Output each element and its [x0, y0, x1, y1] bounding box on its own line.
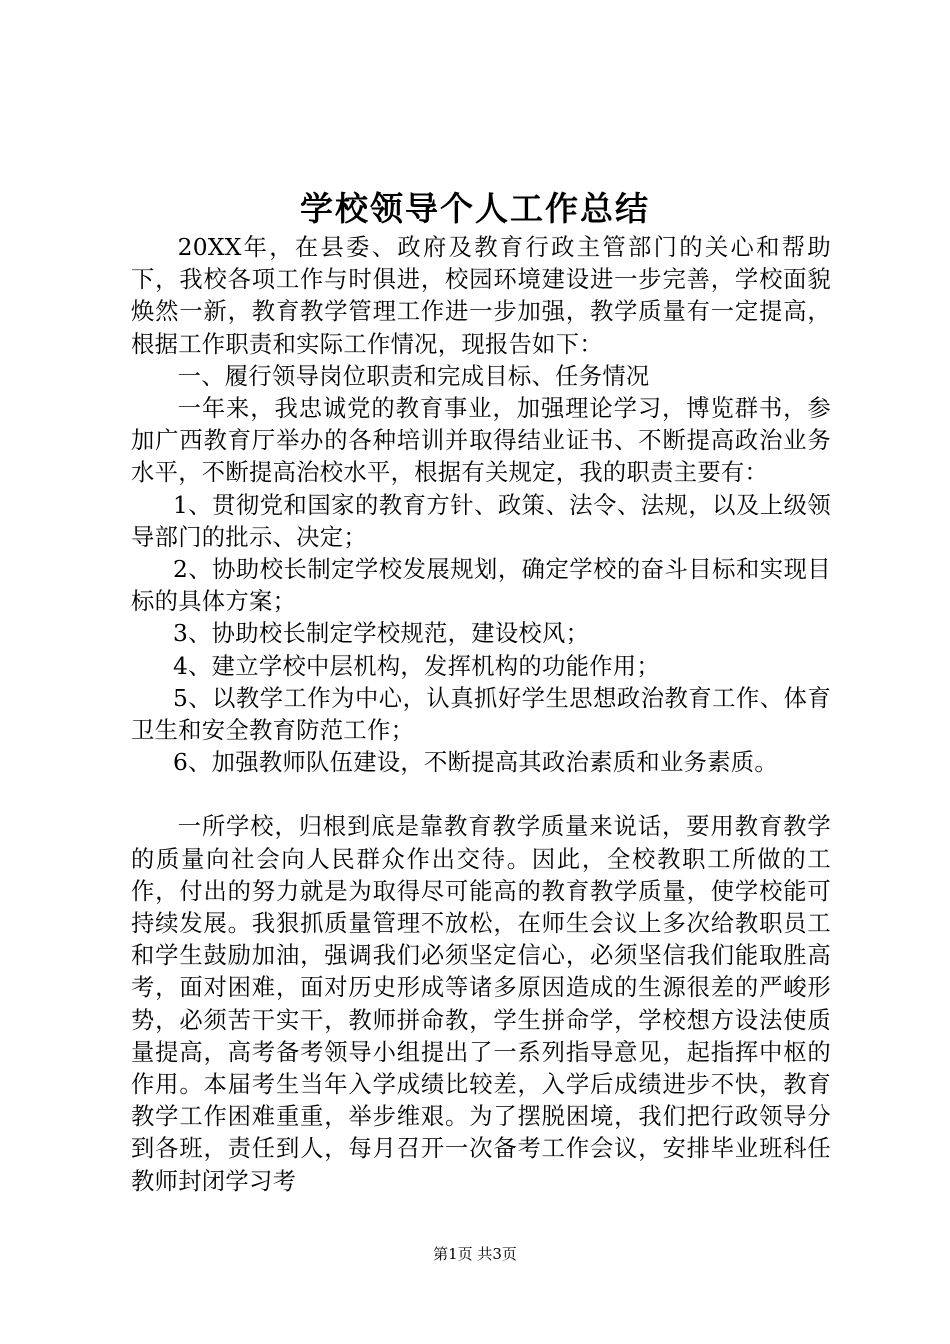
paragraph-gap — [131, 779, 831, 811]
list-item: 2、协助校长制定学校发展规划，确定学校的奋斗目标和实现目标的具体方案； — [131, 556, 831, 616]
document-body — [131, 232, 831, 1198]
paragraph-quality: 一所学校，归根到底是靠教育教学质量来说话，要用教育教学的质量向社会向人民群众作出交待。因此，全校教职工所做的工作，付出的努力就是为取得尽可能高的教育教学质量，使学校能可持续发展。我狠抓质量管理不放松，在师生会议上多次给教职员工和学生鼓励加油，强调我们必须坚定信心，必须坚信我们能取胜高考，面对困难，面对历史形成等诸多原因造成的生源很差的严峻形势，必须苦干实干，教师拼命教，学生拼命学，学校想方设法使质量提高，高考备考领导小组提出了一系列指导意见，起指挥中枢的作用。本届考生当年入学成绩比较差，入学后成绩进步不快，教育教学工作困难重重，举步维艰。为了摆脱困境，我们把行政领导分到各班，责任到人，每月召开一次备考工作会议，安排毕业班科任教师封闭学习考 — [131, 813, 831, 1195]
list-item: 5、以教学工作为中心，认真抓好学生思想政治教育工作、体育卫生和安全教育防范工作； — [131, 684, 831, 745]
page-number: 第1页 共3页 — [433, 1245, 517, 1263]
list-item: 3、协助校长制定学校规范，建设校风； — [172, 620, 590, 648]
list-item: 4、建立学校中层机构，发挥机构的功能作用； — [172, 652, 660, 680]
section-heading: 一、履行领导岗位职责和完成目标、任务情况 — [177, 362, 650, 390]
list-item: 6、加强教师队伍建设，不断提高其政治素质和业务素质。 — [172, 749, 778, 777]
document-title: 学校领导个人工作总结 — [300, 189, 650, 228]
list-item: 1、贯彻党和国家的教育方针、政策、法令、法规，以及上级领导部门的批示、决定； — [131, 491, 831, 551]
paragraph-duties: 一年来，我忠诚党的教育事业，加强理论学习，博览群书，参加广西教育厅举办的各种培训并取得结业证书、不断提高政治业务水平，不断提高治校水平，根据有关规定，我的职责主要有： — [131, 395, 831, 487]
paragraph-intro: 20XX年，在县委、政府及教育行政主管部门的关心和帮助下，我校各项工作与时俱进，校园环境建设进一步完善，学校面貌焕然一新，教育教学管理工作进一步加强，教学质量有一定提高，根据工作职责和实际工作情况，现报告如下： — [131, 234, 831, 358]
